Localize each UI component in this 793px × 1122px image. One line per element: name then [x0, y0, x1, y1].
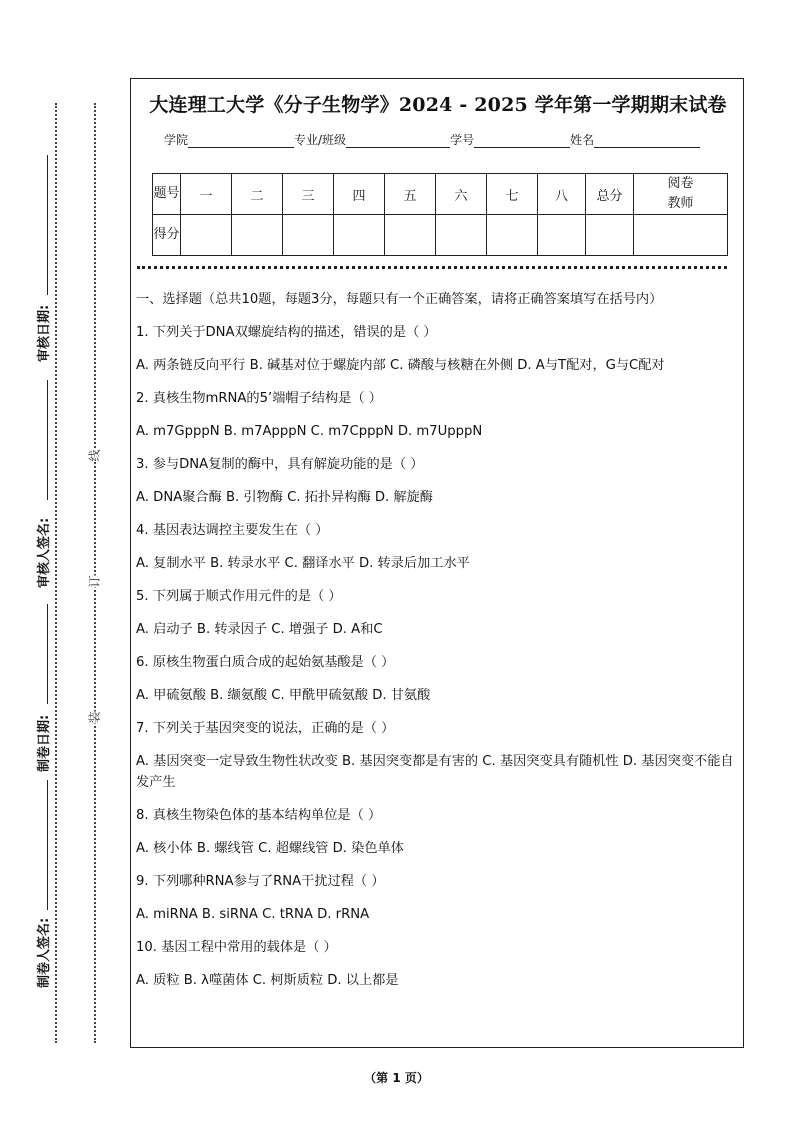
answer-options: A. 启动子 B. 转录因子 C. 增强子 D. A和C	[136, 622, 383, 637]
bind-char: 装	[87, 711, 102, 724]
col-header: 五	[385, 174, 436, 215]
score-table	[152, 173, 728, 256]
question-list	[136, 322, 744, 991]
score-cell[interactable]	[181, 215, 232, 256]
score-label: 得分	[153, 215, 181, 256]
question-text: 7. 下列关于基因突变的说法，正确的是（ ）	[136, 721, 395, 736]
answer-options: A. miRNA B. siRNA C. tRNA D. rRNA	[136, 907, 370, 922]
answer-options: A. 甲硫氨酸 B. 缬氨酸 C. 甲酰甲硫氨酸 D. 甘氨酸	[136, 688, 431, 703]
score-cell[interactable]	[436, 215, 487, 256]
col-header: 六	[436, 174, 487, 215]
section-divider	[137, 266, 727, 269]
question-text: 6. 原核生物蛋白质合成的起始氨基酸是（ ）	[136, 655, 395, 670]
major-label: 专业/班级	[294, 133, 347, 147]
question-text: 2. 真核生物mRNA的5’端帽子结构是（ ）	[136, 391, 382, 406]
question-text: 4. 基因表达调控主要发生在（ ）	[136, 523, 329, 538]
col-header: 二	[232, 174, 283, 215]
col-header: 阅卷教师	[634, 174, 728, 215]
reviewer-date-label: 审核日期:	[37, 304, 52, 362]
score-cell[interactable]	[385, 215, 436, 256]
score-cell[interactable]	[232, 215, 283, 256]
answer-options: A. 复制水平 B. 转录水平 C. 翻译水平 D. 转录后加工水平	[136, 556, 470, 571]
reviewer-sign-line[interactable]	[47, 380, 48, 500]
binding-dotted-rule	[94, 103, 96, 1043]
page-number: （第 1 页）	[364, 1071, 429, 1085]
reviewer-date-line[interactable]	[47, 155, 48, 295]
major-field[interactable]	[346, 134, 450, 148]
name-label: 姓名	[570, 133, 595, 147]
col-header: 总分	[586, 174, 634, 215]
margin-dotted-rule	[55, 103, 57, 1043]
maker-date-label: 制卷日期:	[37, 714, 52, 772]
answer-options: A. 基因突变一定导致生物性状改变 B. 基因突变都是有害的 C. 基因突变具有随机性 D. 基因突变不能自发产生	[136, 754, 734, 790]
question-text: 8. 真核生物染色体的基本结构单位是（ ）	[136, 808, 382, 823]
college-label: 学院	[164, 133, 189, 147]
col-header: 四	[334, 174, 385, 215]
score-cell[interactable]	[538, 215, 586, 256]
student-id-label: 学号	[450, 133, 475, 147]
maker-sign-line[interactable]	[47, 780, 48, 910]
question-no-label: 题号	[153, 174, 181, 215]
exam-title: 大连理工大学《分子生物学》2024 - 2025 学年第一学期期末试卷	[149, 94, 727, 116]
question-text: 9. 下列哪种RNA参与了RNA干扰过程（ ）	[136, 874, 385, 889]
score-cell[interactable]	[283, 215, 334, 256]
score-cell[interactable]	[487, 215, 538, 256]
maker-date-line[interactable]	[47, 604, 48, 704]
name-field[interactable]	[594, 134, 700, 148]
college-field[interactable]	[188, 134, 294, 148]
question-section	[136, 289, 744, 1003]
col-header: 一	[181, 174, 232, 215]
line-char: 线	[87, 449, 102, 462]
maker-sign-label: 制卷人签名:	[37, 917, 52, 988]
question-text: 3. 参与DNA复制的酶中，具有解旋功能的是（ ）	[136, 457, 424, 472]
question-text: 5. 下列属于顺式作用元件的是（ ）	[136, 589, 342, 604]
question-text: 1. 下列关于DNA双螺旋结构的描述，错误的是（ ）	[136, 325, 437, 340]
score-cell[interactable]	[334, 215, 385, 256]
student-info-row	[164, 131, 700, 148]
answer-options: A. 两条链反向平行 B. 碱基对位于螺旋内部 C. 磷酸与核糖在外侧 D. A与T配对，G与C配对	[136, 358, 665, 373]
score-table-header-row	[153, 174, 728, 215]
exam-frame	[130, 78, 744, 1048]
score-cell[interactable]	[586, 215, 634, 256]
answer-options: A. m7GpppN B. m7ApppN C. m7CpppN D. m7UpppN	[136, 424, 483, 439]
reviewer-sign-label: 审核人签名:	[37, 517, 52, 588]
question-text: 10. 基因工程中常用的载体是（ ）	[136, 940, 337, 955]
answer-options: A. 核小体 B. 螺线管 C. 超螺线管 D. 染色单体	[136, 841, 404, 856]
staple-char: 订	[87, 575, 102, 588]
section-heading: 一、选择题（总共10题，每题3分，每题只有一个正确答案，请将正确答案填写在括号内）	[136, 292, 663, 307]
score-table-score-row	[153, 215, 728, 256]
col-header: 七	[487, 174, 538, 215]
student-id-field[interactable]	[474, 134, 570, 148]
score-cell[interactable]	[634, 215, 728, 256]
answer-options: A. DNA聚合酶 B. 引物酶 C. 拓扑异构酶 D. 解旋酶	[136, 490, 433, 505]
col-header: 八	[538, 174, 586, 215]
answer-options: A. 质粒 B. λ噬菌体 C. 柯斯质粒 D. 以上都是	[136, 973, 399, 988]
col-header: 三	[283, 174, 334, 215]
